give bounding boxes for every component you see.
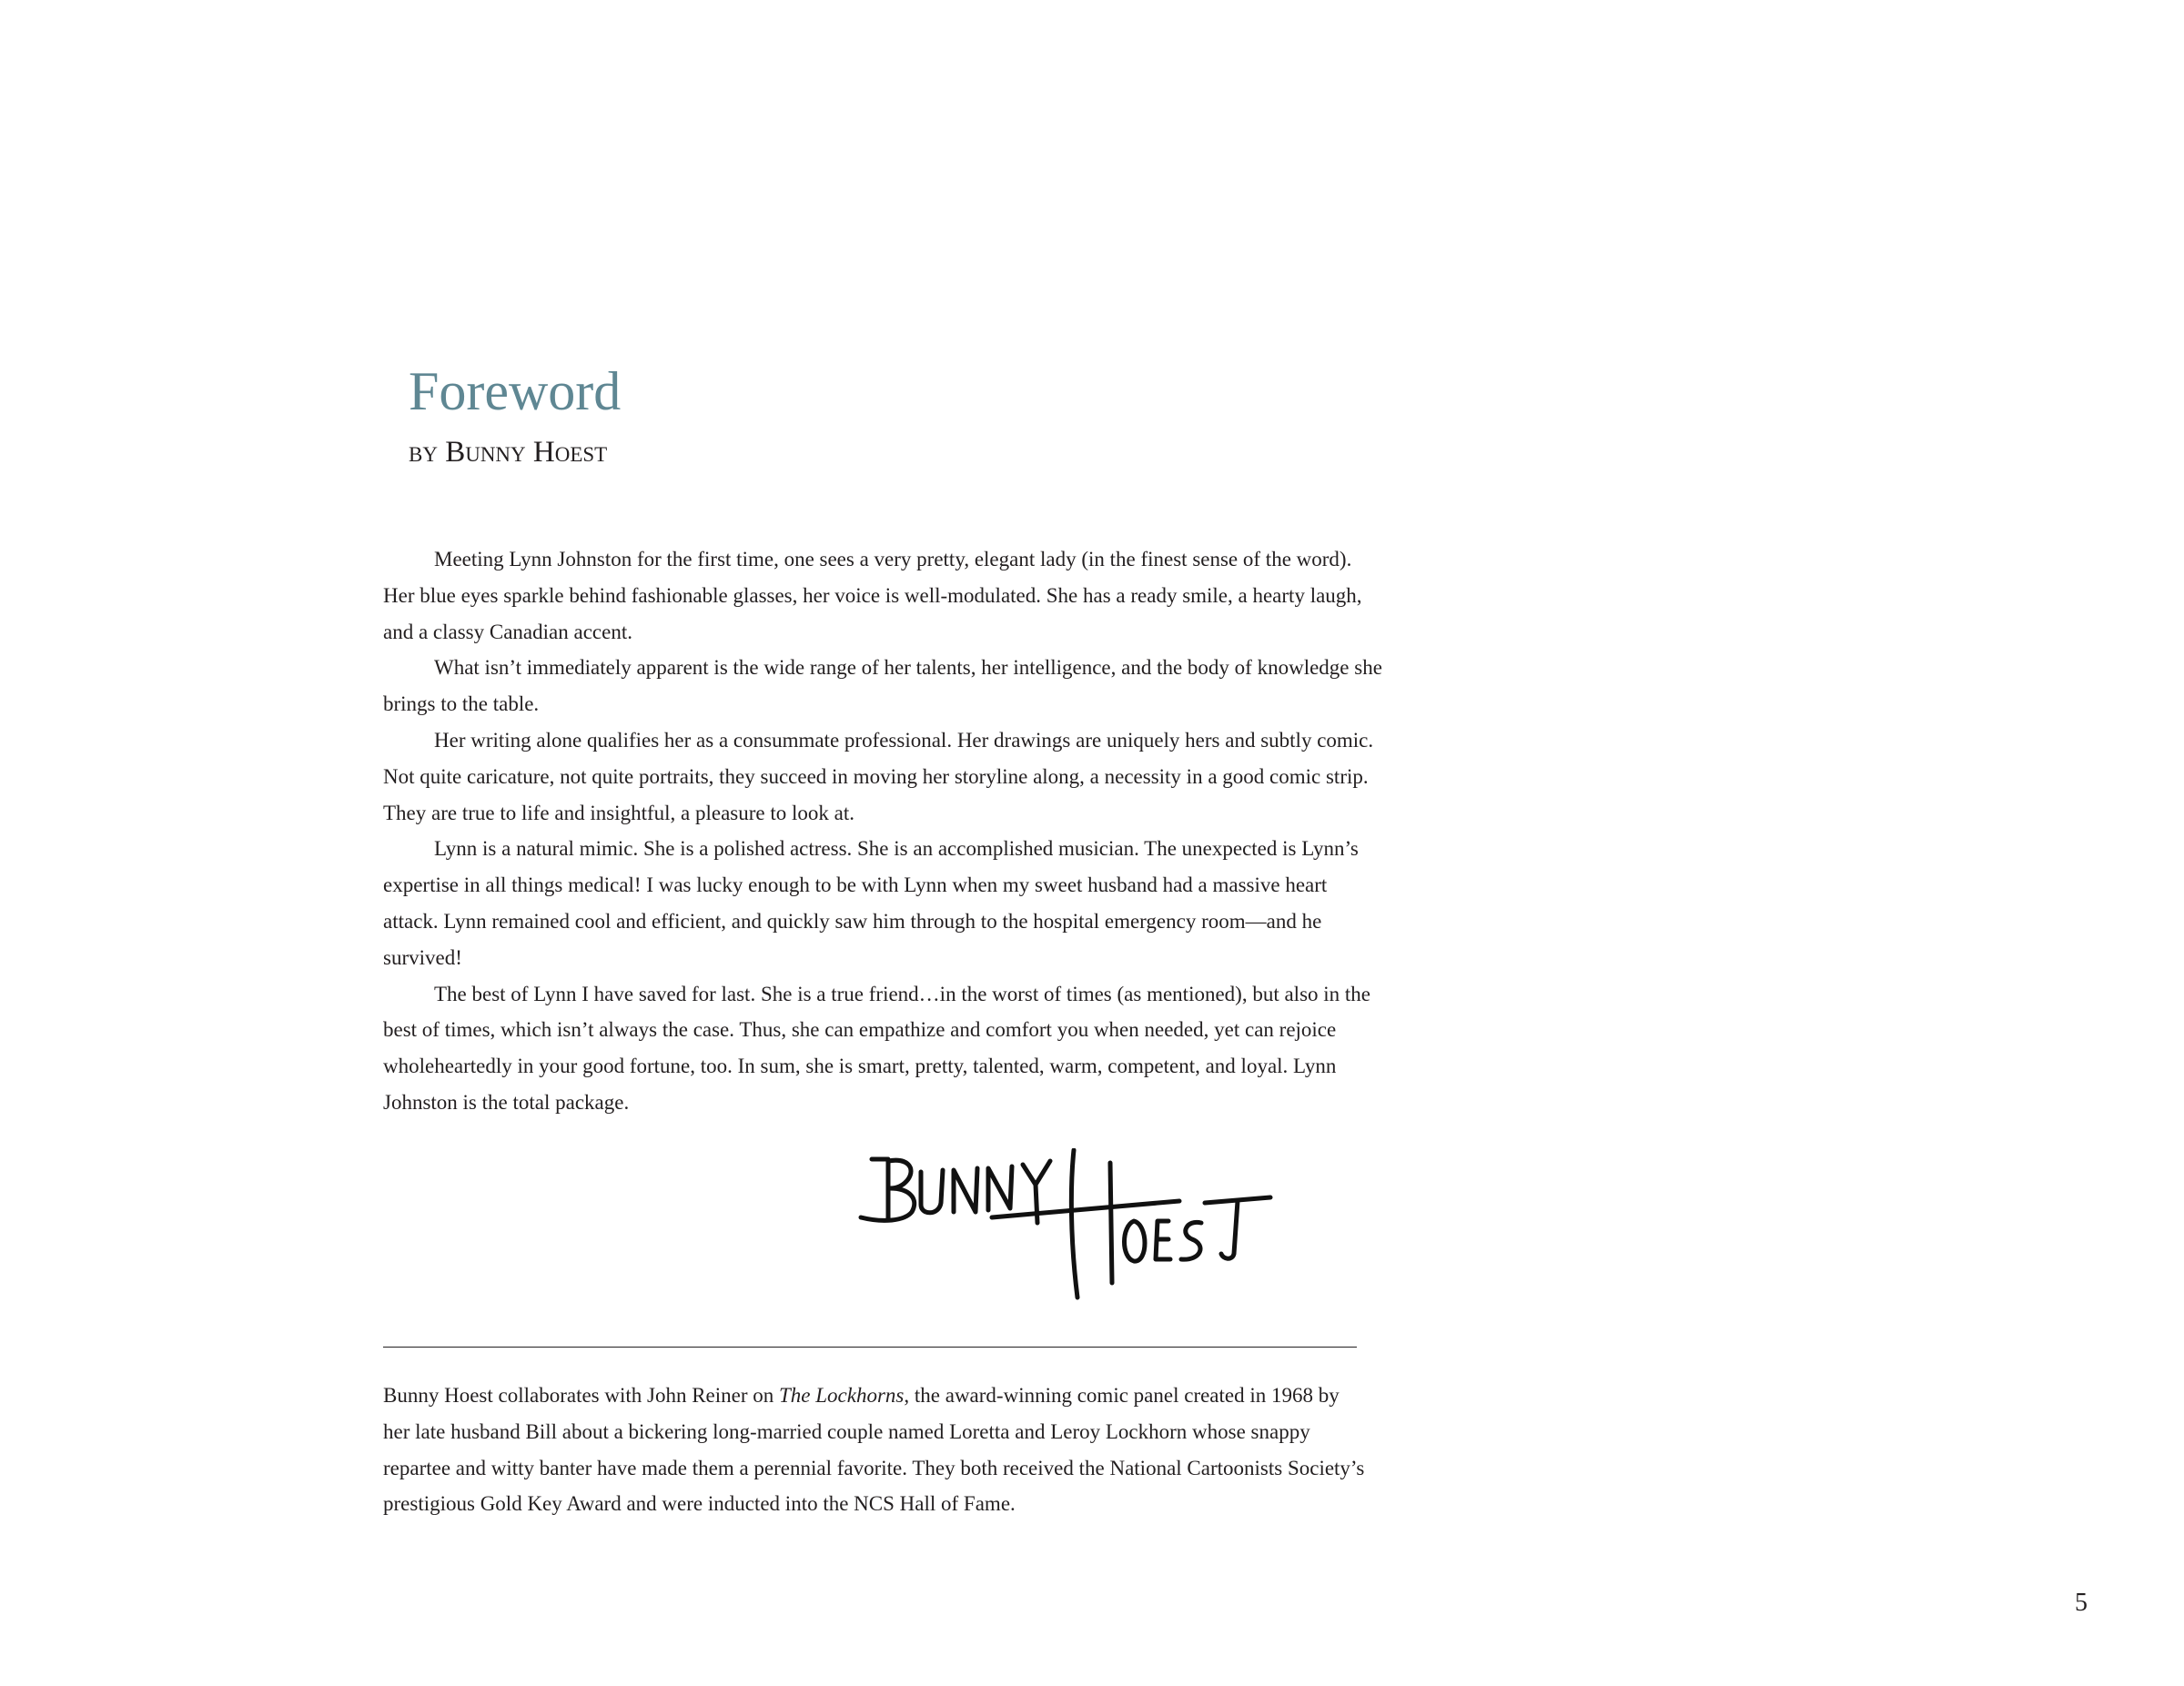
signature-stroke bbox=[1156, 1221, 1170, 1259]
author-bio bbox=[383, 1378, 1366, 1522]
signature-stroke bbox=[1110, 1163, 1112, 1283]
paragraph: What isn’t immediately apparent is the wide range of her talents, her intelligence, and the body of knowledge she brings to the table. bbox=[383, 656, 1382, 716]
signature bbox=[855, 1148, 1283, 1303]
bio-text-continued: , the award-winning comic panel created in 1968 by her late husband Bill about a bickering long-married couple named Loretta and Leroy Lockhorn whose snappy repartee and witty banter have made them a perennial favorite. They both received the National Cartoonists Society’s prestigious Gold Key Award and were inducted into the NCS Hall of Fame. bbox=[383, 1384, 1365, 1516]
bio-text: Bunny Hoest collaborates with John Reiner on bbox=[383, 1384, 780, 1407]
signature-stroke bbox=[1125, 1221, 1146, 1261]
signature-stroke bbox=[992, 1201, 1179, 1217]
signature-stroke bbox=[1071, 1150, 1077, 1297]
paragraph: Her writing alone qualifies her as a consummate professional. Her drawings are uniquely hers and subtly comic. Not quite caricature, not quite portraits, they succeed in moving her storyline along, a necessity in a good comic strip. They are true to life and insightful, a pleasure to look at. bbox=[383, 728, 1374, 824]
paragraph: Meeting Lynn Johnston for the first time, one sees a very pretty, elegant lady (in the finest sense of the word). Her blue eyes sparkle behind fashionable glasses, her voice is well-modulated. She has a ready smile, a hearty laugh, and a classy Canadian accent. bbox=[383, 548, 1362, 643]
signature-stroke bbox=[872, 1159, 888, 1219]
paragraph: The best of Lynn I have saved for last. She is a true friend…in the worst of times (as mentioned), but also in the best of times, which isn’t always the case. Thus, she can empathize and comfort you when needed, yet can rejoice wholeheartedly in your good fortune, too. In sum, she is smart, pretty, talented, warm, competent, and loyal. Lynn Johnston is the total package. bbox=[383, 982, 1371, 1114]
paragraph: Lynn is a natural mimic. She is a polished actress. She is an accomplished musician. The unexpected is Lynn’s expertise in all things medical! I was lucky enough to be with Lynn when my sweet husband had a massive heart attack. Lynn remained cool and efficient, and quickly saw him through to the hospital emergency room—and he survived! bbox=[383, 837, 1359, 969]
divider-line bbox=[383, 1347, 1357, 1348]
author-byline: by Bunny Hoest bbox=[409, 436, 608, 469]
signature-stroke bbox=[1205, 1197, 1270, 1258]
signature-stroke bbox=[1181, 1222, 1201, 1259]
page-title: Foreword bbox=[409, 361, 622, 421]
signature-stroke bbox=[988, 1166, 1012, 1210]
signature-stroke bbox=[921, 1170, 943, 1213]
bio-comic-title: The Lockhorns bbox=[779, 1384, 905, 1407]
foreword-body bbox=[383, 541, 1384, 1121]
page-number: 5 bbox=[2075, 1589, 2088, 1617]
signature-stroke bbox=[954, 1168, 977, 1212]
